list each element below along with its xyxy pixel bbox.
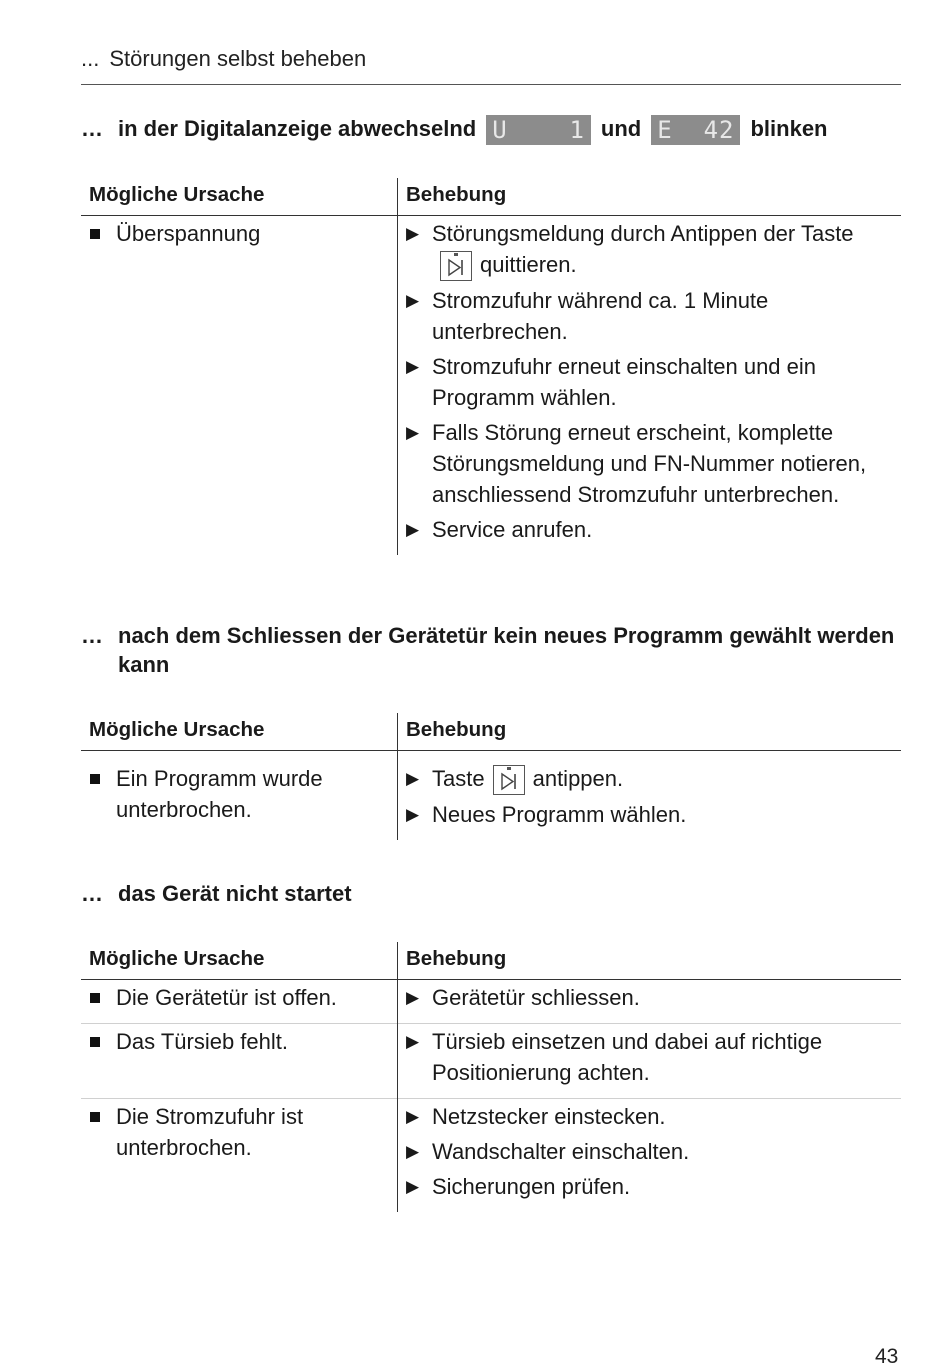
cause-text: Die Stromzufuhr ist unterbrochen. <box>116 1104 304 1160</box>
section-2-heading-text: nach dem Schliessen der Gerätetür kein neues Programm gewählt werden kann <box>118 623 895 677</box>
start-pause-key-icon <box>440 251 472 281</box>
step-text: quittieren. <box>480 252 577 277</box>
column-header-remedy: Behebung <box>398 178 902 216</box>
section-1-heading-and: und <box>600 116 642 141</box>
table-row <box>81 216 901 556</box>
triangle-arrow-icon: ▶ <box>406 520 420 540</box>
remedy-step <box>406 1026 893 1088</box>
section-1-table <box>81 178 901 555</box>
step-text: Sicherungen prüfen. <box>432 1174 631 1199</box>
step-text: Taste <box>432 766 485 791</box>
step-text: antippen. <box>532 766 624 791</box>
section-1-heading-end: blinken <box>750 116 828 141</box>
step-text: Störungsmeldung durch Antippen der Taste <box>432 221 854 246</box>
cause-item <box>89 218 389 249</box>
remedy-step <box>406 982 893 1013</box>
remedy-step <box>406 218 893 281</box>
table-row <box>81 1099 901 1213</box>
running-head-ellipsis: ... <box>81 46 100 71</box>
cause-text: Überspannung <box>116 221 261 246</box>
cause-item <box>89 1026 389 1057</box>
step-text: Neues Programm wählen. <box>432 802 687 828</box>
running-head-title: Störungen selbst beheben <box>109 46 367 71</box>
square-bullet-icon <box>90 1037 100 1047</box>
section-2-ellipsis: … <box>81 623 103 648</box>
square-bullet-icon <box>90 1112 100 1122</box>
triangle-arrow-icon: ▶ <box>406 769 420 788</box>
display-readout-u1: U 1 <box>486 115 591 145</box>
running-head <box>81 46 901 85</box>
cause-item <box>89 982 389 1013</box>
step-text: Gerätetür schliessen. <box>432 985 640 1010</box>
triangle-arrow-icon: ▶ <box>406 423 420 443</box>
cause-item <box>89 763 389 825</box>
triangle-arrow-icon: ▶ <box>406 1107 420 1126</box>
cause-text: Die Gerätetür ist offen. <box>116 985 337 1010</box>
remedy-step <box>406 799 893 830</box>
section-3-table <box>81 942 901 1212</box>
column-header-remedy: Behebung <box>398 713 902 751</box>
triangle-arrow-icon: ▶ <box>406 988 420 1007</box>
square-bullet-icon <box>90 774 100 784</box>
cause-text: Das Türsieb fehlt. <box>116 1029 289 1054</box>
triangle-arrow-icon: ▶ <box>406 1032 420 1051</box>
triangle-arrow-icon: ▶ <box>406 1177 420 1196</box>
remedy-step <box>406 417 893 510</box>
remedy-step <box>406 1101 893 1132</box>
step-text: Netzstecker einstecken. <box>432 1104 666 1129</box>
step-text: Türsieb einsetzen und dabei auf richtige Positionierung achten. <box>432 1029 823 1085</box>
triangle-arrow-icon: ▶ <box>406 291 420 311</box>
section-1-ellipsis: … <box>81 116 103 141</box>
table-row <box>81 980 901 1024</box>
remedy-step <box>406 1171 893 1202</box>
section-2-heading <box>81 621 901 679</box>
section-1-heading <box>81 114 901 145</box>
step-text: Service anrufen. <box>432 517 593 543</box>
table-row <box>81 751 901 841</box>
square-bullet-icon <box>90 993 100 1003</box>
section-2-table <box>81 713 901 840</box>
remedy-step <box>406 285 893 347</box>
remedy-step <box>406 763 893 795</box>
step-text: Falls Störung erneut erscheint, komplette Störungsmeldung und FN-Nummer notieren, anschliessend Stromzufuhr unterbrechen. <box>432 420 867 508</box>
step-text: Stromzufuhr erneut einschalten und ein Programm wählen. <box>432 354 817 411</box>
step-text: Stromzufuhr während ca. 1 Minute unterbrechen. <box>432 288 769 345</box>
triangle-arrow-icon: ▶ <box>406 357 420 377</box>
step-text: Wandschalter einschalten. <box>432 1139 690 1164</box>
section-3-heading <box>81 879 901 908</box>
section-3-heading-text: das Gerät nicht startet <box>118 881 352 906</box>
remedy-step <box>406 351 893 413</box>
column-header-cause: Mögliche Ursache <box>81 178 398 216</box>
section-1-heading-text: in der Digitalanzeige abwechselnd <box>118 116 477 141</box>
cause-text: Ein Programm wurde unterbrochen. <box>116 766 323 822</box>
start-pause-key-icon <box>493 765 525 795</box>
page-number: 43 <box>875 1345 899 1368</box>
remedy-step <box>406 514 893 545</box>
remedy-step <box>406 1136 893 1167</box>
section-3-ellipsis: … <box>81 881 103 906</box>
square-bullet-icon <box>90 229 100 239</box>
triangle-arrow-icon: ▶ <box>406 805 420 825</box>
triangle-arrow-icon: ▶ <box>406 224 420 243</box>
column-header-cause: Mögliche Ursache <box>81 713 398 751</box>
triangle-arrow-icon: ▶ <box>406 1142 420 1161</box>
cause-item <box>89 1101 389 1163</box>
display-readout-e42: E 42 <box>651 115 740 145</box>
column-header-remedy: Behebung <box>398 942 902 980</box>
column-header-cause: Mögliche Ursache <box>81 942 398 980</box>
table-row <box>81 1024 901 1099</box>
